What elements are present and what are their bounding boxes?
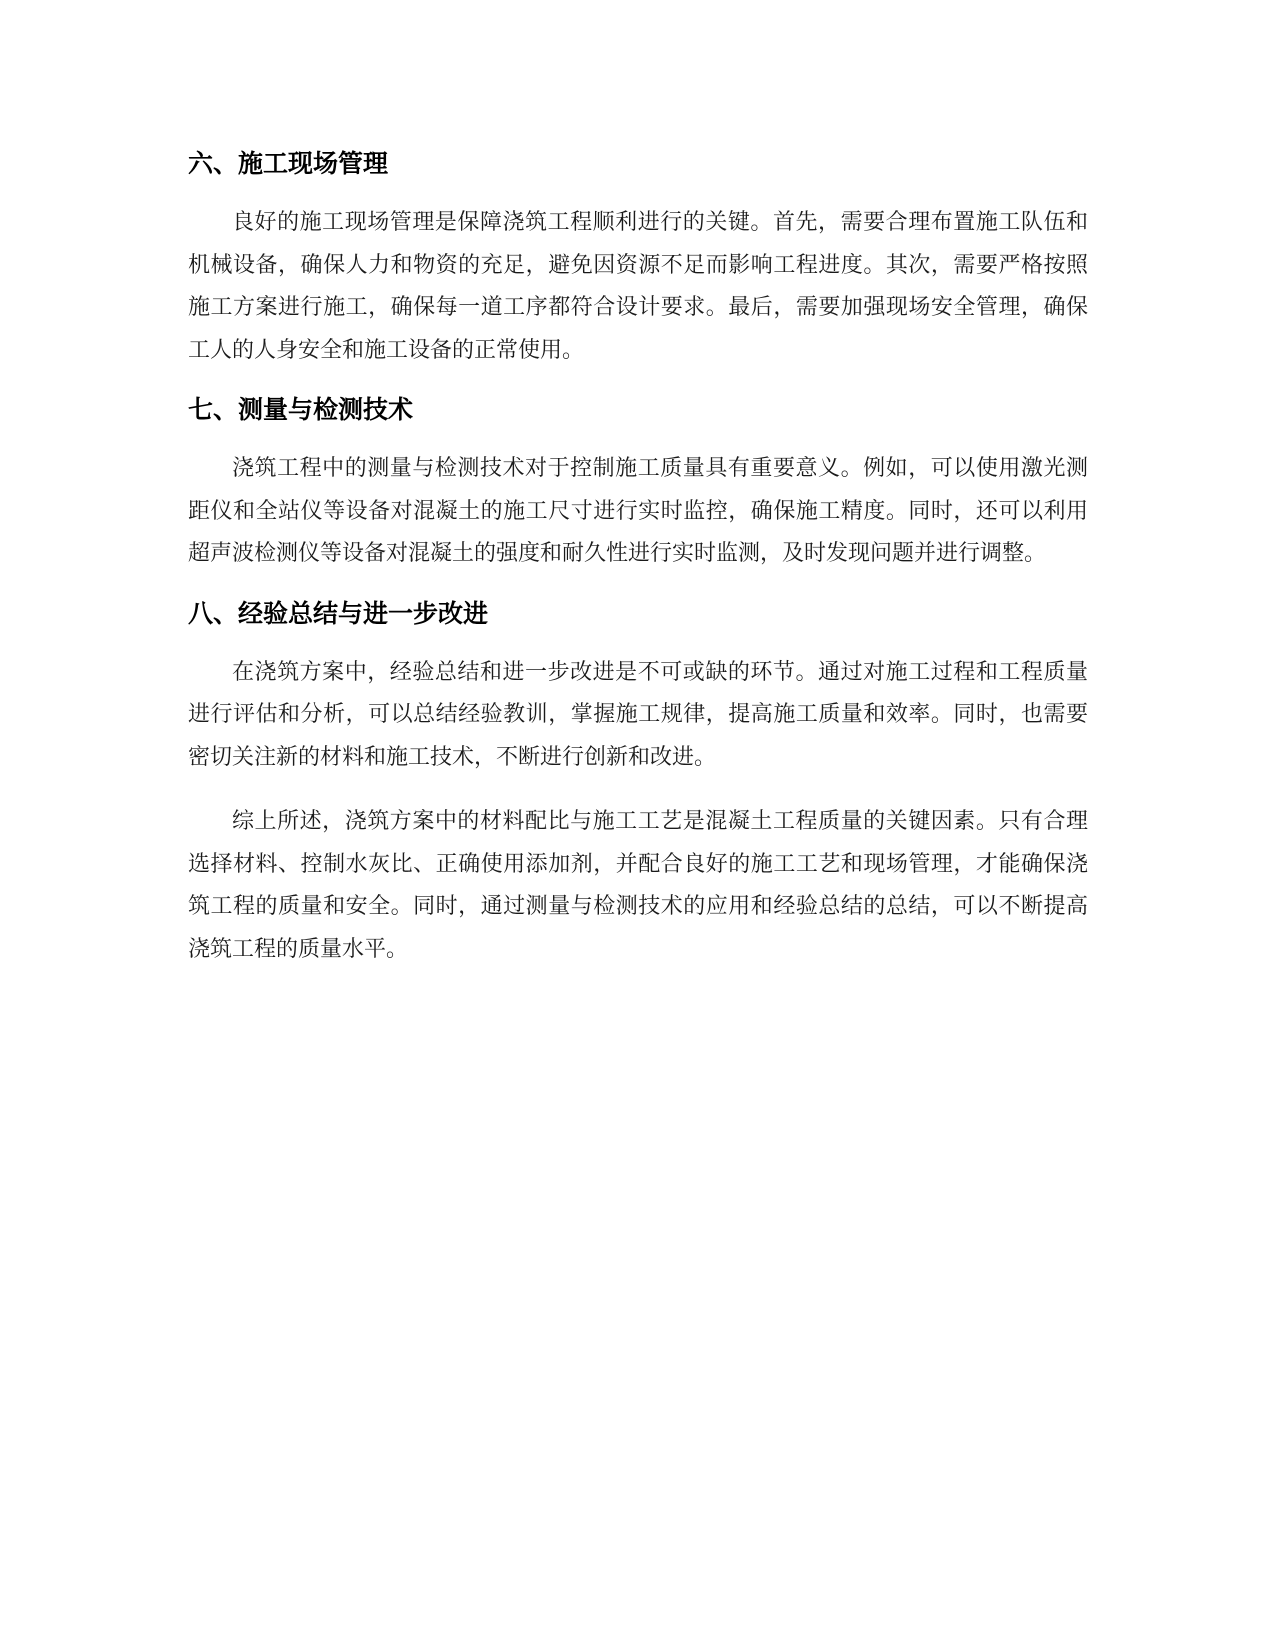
section-measurement-inspection <box>188 394 1088 576</box>
paragraph: 在浇筑方案中，经验总结和进一步改进是不可或缺的环节。通过对施工过程和工程质量进行评估和分析，可以总结经验教训，掌握施工规律，提高施工质量和效率。同时，也需要密切关注新的材料和施工技术，不断进行创新和改进。 <box>188 659 1088 770</box>
paragraph: 综上所述，浇筑方案中的材料配比与施工工艺是混凝土工程质量的关键因素。只有合理选择材料、控制水灰比、正确使用添加剂，并配合良好的施工工艺和现场管理，才能确保浇筑工程的质量和安全。同时，通过测量与检测技术的应用和经验总结的总结，可以不断提高浇筑工程的质量水平。 <box>188 809 1088 962</box>
paragraph: 浇筑工程中的测量与检测技术对于控制施工质量具有重要意义。例如，可以使用激光测距仪和全站仪等设备对混凝土的施工尺寸进行实时监控，确保施工精度。同时，还可以利用超声波检测仪等设备对混凝土的强度和耐久性进行实时监测，及时发现问题并进行调整。 <box>188 456 1088 566</box>
section-heading: 七、测量与检测技术 <box>188 395 414 424</box>
paragraph: 良好的施工现场管理是保障浇筑工程顺利进行的关键。首先，需要合理布置施工队伍和机械设备，确保人力和物资的充足，避免因资源不足而影响工程进度。其次，需要严格按照施工方案进行施工，确保每一道工序都符合设计要求。最后，需要加强现场安全管理，确保工人的人身安全和施工设备的正常使用。 <box>188 210 1088 363</box>
section-heading: 六、施工现场管理 <box>188 149 389 178</box>
document-page <box>188 148 1088 993</box>
section-heading: 八、经验总结与进一步改进 <box>188 598 489 628</box>
section-summary-improvement <box>188 598 1088 972</box>
section-site-management <box>188 148 1088 372</box>
